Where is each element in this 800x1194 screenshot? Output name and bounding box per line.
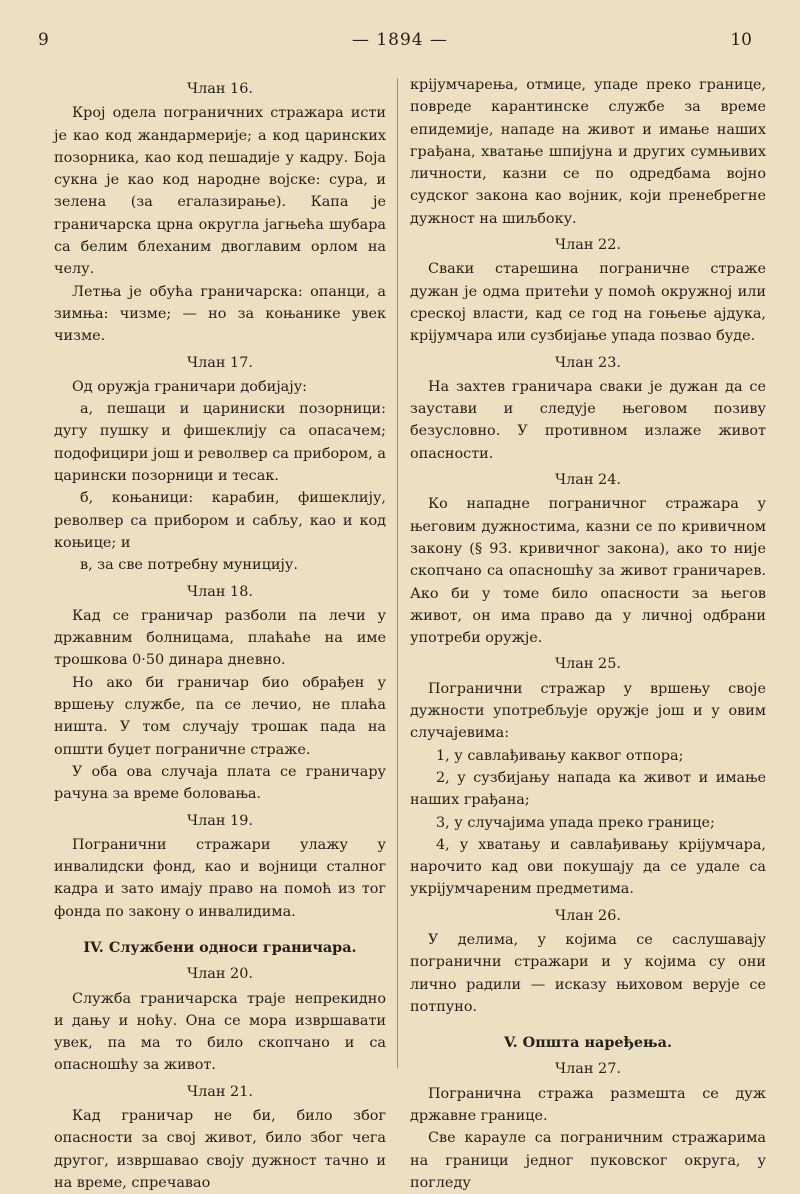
- paragraph: Све карауле са пограничним стражарима на граници једног пуковског округа, у погледу: [410, 1130, 766, 1191]
- paragraph: Погранични стражар у вршењу своје дужности употребљује оружје још и у овим случајевима:: [410, 680, 766, 742]
- article-heading: Члан 21.: [187, 1083, 253, 1100]
- paragraph: Погранична стража размешта се дуж државне границе.: [410, 1085, 766, 1125]
- paragraph: Од оружја граничари добијају:: [72, 378, 308, 395]
- article-heading: Члан 27.: [555, 1061, 621, 1078]
- left-column: [54, 74, 386, 1194]
- article-heading: Члан 26.: [555, 907, 621, 924]
- article-heading: Члан 25.: [555, 656, 621, 673]
- paragraph: Служба граничарска траје непрекидно и дању и ноћу. Она се мора извршавати увек, па ма то било скопчано и са опасношћу за живот.: [54, 990, 386, 1074]
- article-heading: Члан 16.: [187, 81, 253, 97]
- list-item: 2, у сузбијању напада ка живот и имање наших грађана;: [410, 769, 766, 809]
- section-heading: V. Општа наређења.: [504, 1034, 672, 1052]
- year-header: — 1894 —: [351, 30, 449, 50]
- list-item: 1, у савлађивању каквог отпора;: [436, 747, 684, 764]
- paragraph: крijумчарења, отмице, упаде преко границе, повреде карантинске службе за време епидемије, нападе на живот и имање наших грађана, хватање шпијуна и других сумњивих личности, казни се по одредбама војно судског закона као војник, који пренебрегне дужност на шиљбоку.: [410, 77, 766, 227]
- page-number-left: 9: [38, 30, 49, 50]
- right-column: [410, 74, 766, 1194]
- paragraph: Ко нападне пограничног стражара у његовим дужностима, казни се по кривичном закону (§ 93. кривичног закона), ако то није скопчано са опасношћу за живот граничарев. Ако би у томе било опасности за његов живот, он има право да у личној одбрани употреби оружје.: [410, 496, 766, 647]
- article-heading: Члан 22.: [555, 237, 621, 254]
- page-number-right: 10: [730, 30, 752, 50]
- paragraph: У оба ова случаја плата се граничару рачуна за време боловања.: [54, 763, 386, 803]
- list-item: б, коњаници: карабин, фишеклију, револвер са прибором и сабљу, као и код коњице; и: [54, 490, 386, 551]
- article-heading: Члан 23.: [555, 354, 621, 371]
- list-item: в, за све потребну муницију.: [80, 557, 298, 574]
- article-heading: Члан 20.: [187, 966, 253, 983]
- list-item: 4, у хватању и савлађивању крijумчара, нарочито кад ови покушају да се удале са укрijумчареним предметима.: [410, 836, 766, 898]
- paragraph: Но ако би граничар био обрађен у вршењу службе, па се лечио, не плаћа ништа. У том случају трошак пада на општи буџет пограничне страже.: [54, 674, 386, 758]
- paragraph: Крој одела пограничних стражара исти је као код жандармерије; а код царинских позорника, као код пешадије у кадру. Боја сукна је као код народне војске: сура, и зелена (за егалазирање). Капа је граничарска црна округла јагњећа шубара са белим блеханим двоглавим орлом на челу.: [54, 105, 386, 278]
- article-heading: Члан 24.: [555, 472, 621, 489]
- paragraph: Погранични стражари улажу у инвалидски фонд, као и војници сталног кадра и зато имају право на помоћ из тог фонда по закону о инвалидима.: [54, 836, 386, 920]
- section-heading: IV. Службени односи граничара.: [83, 938, 357, 956]
- paragraph: Кад се граничар разболи па лечи у државним болницама, плаћаће на име трошкова 0·50 динара дневно.: [54, 607, 386, 669]
- article-heading: Члан 19.: [187, 812, 253, 829]
- list-item: 3, у случајима упада преко границе;: [436, 814, 715, 831]
- article-heading: Члан 18.: [187, 583, 253, 600]
- article-heading: Члан 17.: [187, 354, 253, 371]
- paragraph: Сваки старешина пограничне страже дужан је одма притећи у помоћ окружној или среској власти, кад се год на гоњење ајдука, крijумчара или сузбијање упада позвао буде.: [410, 261, 766, 345]
- paragraph: Летња је обућа граничарска: опанци, а зимња: чизме; — но за коњанике увек чизме.: [54, 283, 386, 345]
- paragraph: У делима, у којима се саслушавају погранични стражари и у којима су они лично радили — исказу њиховом верује се потпуно.: [410, 931, 766, 1015]
- list-item: а, пешаци и цариниски позорници: дугу пушку и фишеклију са опасачем; подофицири још и револвер са прибором, а царински позорници и тесак.: [54, 401, 386, 485]
- paragraph: Кад граничар не би, било због опасности за свој живот, било због чега другог, извршавао своју дужност тачно и на време, спречавао: [54, 1108, 386, 1191]
- column-divider: [397, 78, 398, 1068]
- paragraph: На захтев граничара сваки је дужан да се заустави и следује његовом позиву безусловно. У противном излаже живот опасности.: [410, 378, 766, 462]
